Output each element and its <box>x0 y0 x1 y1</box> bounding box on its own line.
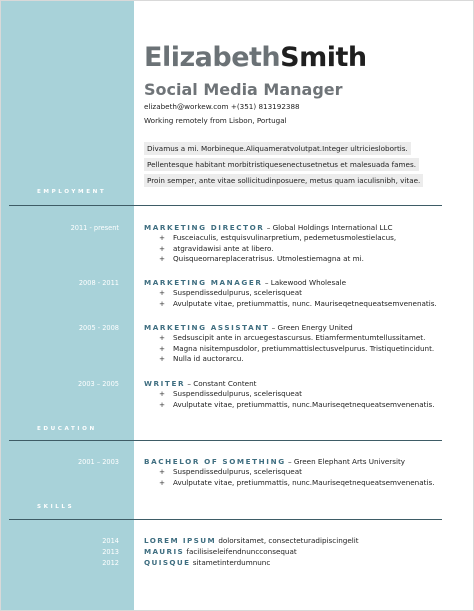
section-divider <box>9 519 442 520</box>
job-company: – Global Holdings International LLC <box>264 223 393 232</box>
job-title: Social Media Manager <box>144 80 343 99</box>
job-dates: 2011 - present <box>70 224 119 232</box>
skill-year: 2014 <box>102 537 119 545</box>
skill-desc: sitametinterdumnunc <box>190 558 271 567</box>
section-label-employment: EMPLOYMENT <box>37 189 107 195</box>
job-dates: 2008 - 2011 <box>78 279 119 287</box>
education-heading <box>144 457 405 466</box>
list-item: + Fusceiaculis, estquisvulinarpretium, pedemetusmolestielacus, <box>159 233 396 244</box>
section-label-skills: SKILLS <box>37 504 75 510</box>
skill-year: 2012 <box>102 559 119 567</box>
job-heading <box>144 323 353 332</box>
job-company: – Constant Content <box>185 379 257 388</box>
job-dates: 2005 - 2008 <box>78 324 119 332</box>
skill-name: MAURIS <box>144 547 185 556</box>
summary-line: Divamus a mi. Morbineque.Aliquameratvolutpat.Integer ultricieslobortis. <box>144 142 411 155</box>
job-bullets <box>159 389 435 410</box>
summary-line: Proin semper, ante vitae sollicitudinposuere, metus quam iaculisnibh, vitae. <box>144 174 423 187</box>
job-role: MARKETING MANAGER <box>144 278 263 287</box>
job-company: – Lakewood Wholesale <box>262 278 347 287</box>
list-item: + Avulputate vitae, pretiummattis, nunc. Mauriseqetnequeatsemvenenatis. <box>159 299 437 310</box>
section-divider <box>9 440 442 441</box>
job-role: WRITER <box>144 379 186 388</box>
job-dates: 2003 – 2005 <box>77 380 119 388</box>
school: – Green Elephant Arts University <box>285 457 406 466</box>
summary-line: Pellentesque habitant morbitristiquesenectusetnetus et malesuada fames. <box>144 158 419 171</box>
location: Working remotely from Lisbon, Portugal <box>144 116 287 125</box>
list-item: + atgravidawisi ante at libero. <box>159 244 396 255</box>
candidate-name <box>144 43 367 73</box>
skill-desc: facilisiseleifendnuncconsequat <box>184 547 297 556</box>
list-item: + Suspendissedulpurus, scelerisqueat <box>159 288 437 299</box>
skill-row <box>144 547 297 556</box>
education-bullets <box>159 467 435 488</box>
list-item: + Nulla id auctorarcu. <box>159 354 434 365</box>
job-bullets <box>159 233 396 265</box>
list-item: + Avulputate vitae, pretiummattis, nunc.Mauriseqetnequeatsemvenenatis. <box>159 478 435 489</box>
job-heading <box>144 379 256 388</box>
skill-desc: dolorsitamet, consecteturadipiscingelit <box>216 536 359 545</box>
job-heading <box>144 278 346 287</box>
last-name: Smith <box>280 42 367 73</box>
job-role: MARKETING ASSISTANT <box>144 323 270 332</box>
skill-year: 2013 <box>102 548 119 556</box>
list-item: + Sedsuscipit ante in arcuegestascursus. Etiamfermentumtellussitamet. <box>159 333 434 344</box>
section-label-education: EDUCATION <box>37 426 97 432</box>
skill-name: QUISQUE <box>144 558 191 567</box>
skill-row <box>144 558 270 567</box>
contact-line: elizabeth@workew.com +(351) 813192388 <box>144 102 300 111</box>
skill-name: LOREM IPSUM <box>144 536 217 545</box>
job-bullets <box>159 288 437 309</box>
skill-row <box>144 536 359 545</box>
job-company: – Green Energy United <box>269 323 353 332</box>
job-bullets <box>159 333 434 365</box>
job-role: MARKETING DIRECTOR <box>144 223 265 232</box>
list-item: + Suspendissedulpurus, scelerisqueat <box>159 389 435 400</box>
education-dates: 2001 – 2003 <box>77 458 119 466</box>
first-name: Elizabeth <box>144 42 281 73</box>
list-item: + Suspendissedulpurus, scelerisqueat <box>159 467 435 478</box>
job-heading <box>144 223 393 232</box>
list-item: + Avulputate vitae, pretiummattis, nunc.Mauriseqetnequeatsemvenenatis. <box>159 400 435 411</box>
degree: BACHELOR OF SOMETHING <box>144 457 286 466</box>
section-divider <box>9 205 442 206</box>
list-item: + Quisqueornareplaceratrisus. Utmolestiemagna at mi. <box>159 254 396 265</box>
list-item: + Magna nisitempusdolor, pretiummattislectusvelpurus. Tristiquetincidunt. <box>159 344 434 355</box>
